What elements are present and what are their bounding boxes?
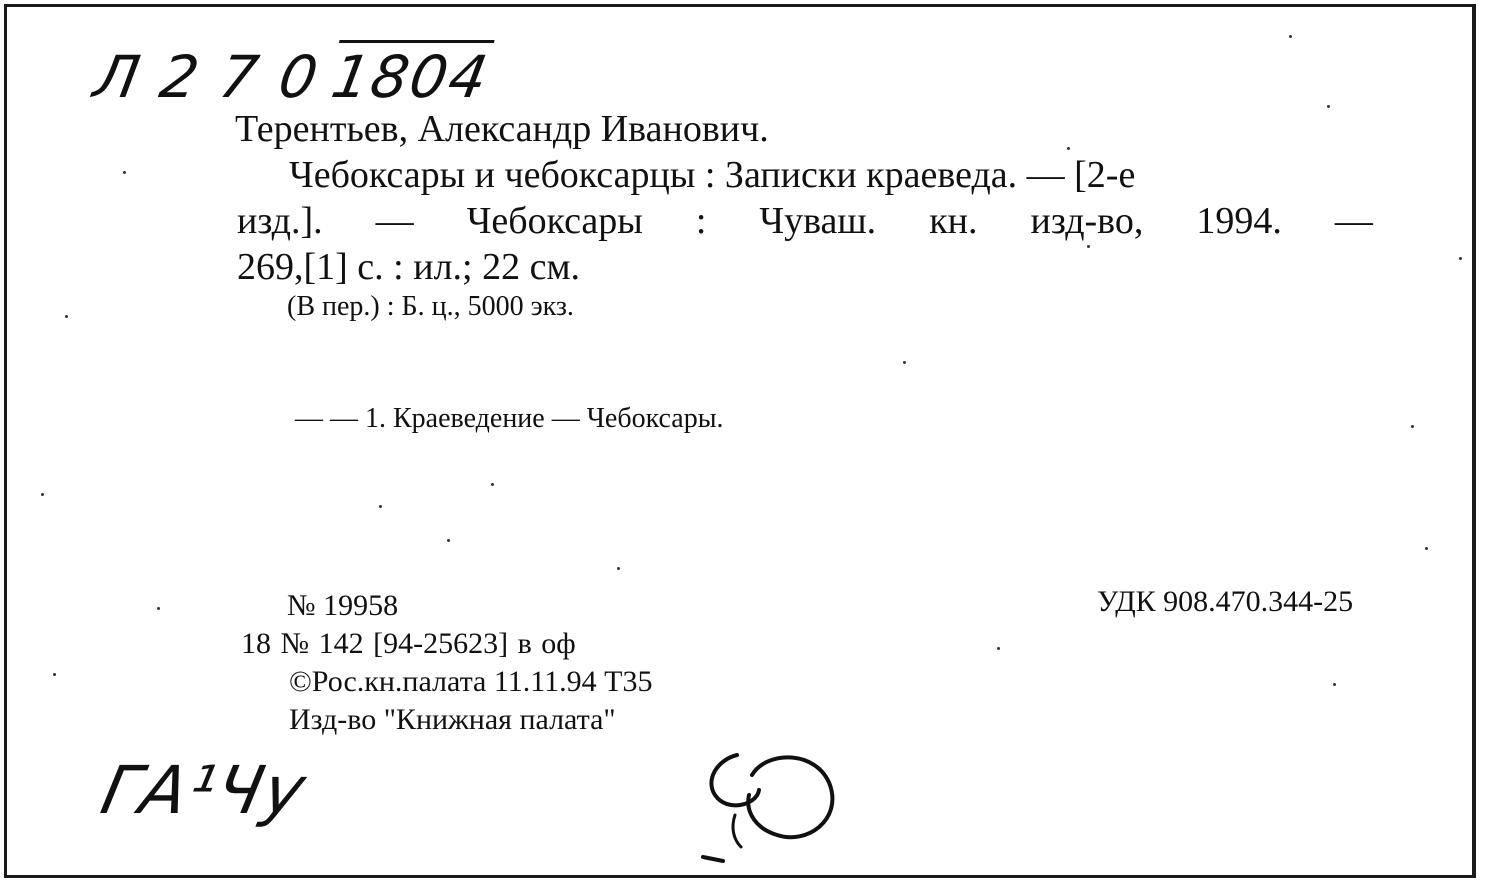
catalog-card bbox=[4, 4, 1476, 878]
title-line-2-part: — bbox=[375, 200, 414, 242]
title-line-2-part: 1994. bbox=[1196, 200, 1282, 242]
order-number: 18 № 142 [94-25623] в оф bbox=[241, 627, 576, 660]
title-line-2-part: : bbox=[695, 200, 707, 242]
handwritten-number-overlined: 1804 bbox=[327, 40, 495, 111]
book-chamber-line: ©Рос.кн.палата 11.11.94 Т35 bbox=[289, 665, 653, 698]
publisher-line: Изд-во "Книжная палата" bbox=[289, 703, 616, 736]
title-line-2-part: Чуваш. bbox=[759, 200, 877, 242]
title-line-2-part: изд.]. bbox=[237, 200, 323, 242]
title-line-2-part: — bbox=[1334, 200, 1373, 242]
handwritten-shelf-number bbox=[89, 43, 494, 111]
physical-description: 269,[1] с. : ил.; 22 см. bbox=[237, 246, 581, 288]
subject-tracings: — — 1. Краеведение — Чебоксары. bbox=[295, 403, 724, 434]
title-line-1: Чебоксары и чебоксарцы : Записки краеведа. — [2-е bbox=[289, 154, 1136, 196]
handwritten-signature: ГА¹Чу bbox=[94, 752, 314, 829]
title-line-2-part: Чебоксары bbox=[466, 200, 643, 242]
handwritten-number: Л 2 7 0 bbox=[89, 43, 325, 111]
title-line-2-part: изд-во, bbox=[1030, 200, 1144, 242]
title-line-2 bbox=[237, 199, 1373, 243]
circle-scribble-mark bbox=[697, 735, 847, 875]
binding-price-copies: (В пер.) : Б. ц., 5000 экз. bbox=[287, 291, 574, 322]
author-heading: Терентьев, Александр Иванович. bbox=[235, 108, 769, 150]
card-number: № 19958 bbox=[287, 589, 399, 622]
title-line-2-part: кн. bbox=[929, 200, 978, 242]
udc-code: УДК 908.470.344-25 bbox=[1097, 585, 1354, 618]
